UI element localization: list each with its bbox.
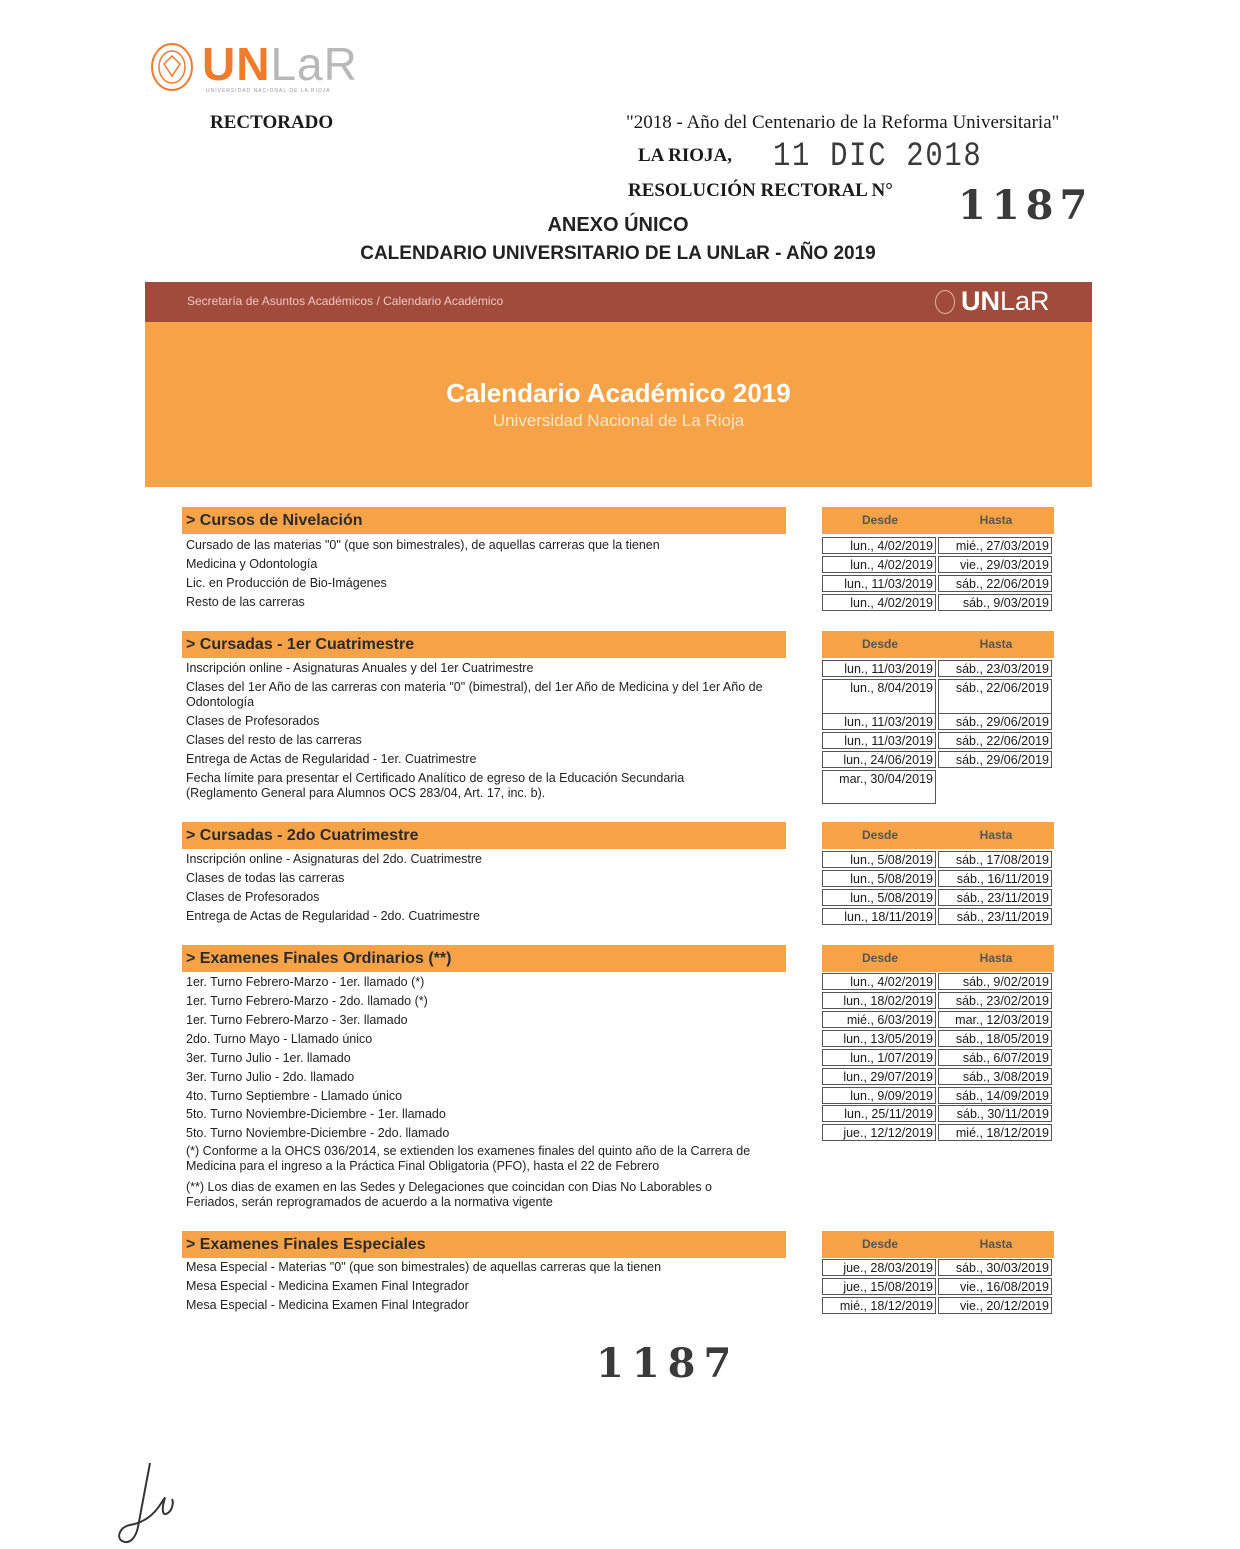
date-from: mié., 18/12/2019: [822, 1297, 936, 1314]
section-cursadas-2do-cuatrimestre: [182, 822, 1054, 928]
date-from: lun., 5/08/2019: [822, 851, 936, 868]
date-to: mié., 27/03/2019: [938, 537, 1052, 554]
date-to: sáb., 18/05/2019: [938, 1030, 1052, 1047]
col-hasta: Hasta: [938, 1231, 1054, 1258]
date-from: mié., 6/03/2019: [822, 1011, 936, 1028]
row-label: Clases de Profesorados: [186, 714, 320, 728]
row-label: 4to. Turno Septiembre - Llamado único: [186, 1089, 403, 1103]
date-from: lun., 1/07/2019: [822, 1049, 936, 1066]
col-hasta: Hasta: [938, 631, 1054, 658]
date-to: vie., 16/08/2019: [938, 1278, 1052, 1295]
row-label: 5to. Turno Noviembre-Diciembre - 1er. llamado: [186, 1107, 446, 1121]
stamped-date: 11 DIC 2018: [773, 138, 983, 176]
row-label: 3er. Turno Julio - 1er. llamado: [186, 1051, 351, 1065]
row-label: Clases del resto de las carreras: [186, 733, 362, 747]
section-examenes-ordinarios: [182, 945, 1054, 1215]
col-hasta: Hasta: [938, 507, 1054, 534]
city-label: LA RIOJA,: [638, 145, 732, 166]
date-to: sáb., 14/09/2019: [938, 1087, 1052, 1104]
banner-subtitle: Universidad Nacional de La Rioja: [492, 411, 745, 430]
row-label: 3er. Turno Julio - 2do. llamado: [186, 1070, 355, 1084]
date-from: lun., 24/06/2019: [822, 751, 936, 768]
row-label: Mesa Especial - Medicina Examen Final Integrador: [186, 1279, 469, 1293]
col-hasta: Hasta: [938, 822, 1054, 849]
date-to: vie., 29/03/2019: [938, 556, 1052, 573]
col-desde: Desde: [822, 1231, 938, 1258]
date-from: mar., 30/04/2019: [822, 770, 936, 804]
date-from: lun., 4/02/2019: [822, 973, 936, 990]
row-label: Clases del 1er Año de las carreras con materia "0" (bimestral), del 1er Año de Medicina y del 1er Año de Odontología: [186, 680, 763, 709]
col-desde: Desde: [822, 507, 938, 534]
section-header: > Cursos de Nivelación: [182, 507, 786, 534]
row-label: Cursado de las materias "0" (que son bimestrales), de aquellas carreras que la tienen: [186, 538, 660, 552]
row-label: 5to. Turno Noviembre-Diciembre - 2do. llamado: [186, 1126, 450, 1140]
unlar-logo: [148, 38, 368, 98]
resolution-label: RESOLUCIÓN RECTORAL N°: [628, 180, 893, 201]
logo-wordmark: UNLaR: [202, 38, 358, 90]
section-cursadas-1er-cuatrimestre: [182, 631, 1054, 807]
date-to: mié., 18/12/2019: [938, 1124, 1052, 1141]
row-label: Clases de Profesorados: [186, 890, 320, 904]
resolution-number: 1187: [958, 182, 1094, 229]
date-to: sáb., 23/03/2019: [938, 660, 1052, 677]
date-to: vie., 20/12/2019: [938, 1297, 1052, 1314]
date-to: sáb., 9/02/2019: [938, 973, 1052, 990]
date-from: lun., 9/09/2019: [822, 1087, 936, 1104]
section-header: > Examenes Finales Especiales: [182, 1231, 786, 1258]
date-to: sáb., 23/11/2019: [938, 889, 1052, 906]
date-to: sáb., 17/08/2019: [938, 851, 1052, 868]
col-desde: Desde: [822, 822, 938, 849]
row-label: Medicina y Odontología: [186, 557, 318, 571]
date-from: jue., 12/12/2019: [822, 1124, 936, 1141]
banner-title: Calendario Académico 2019: [446, 378, 791, 408]
date-to: sáb., 22/06/2019: [938, 679, 1052, 714]
date-to: sáb., 22/06/2019: [938, 732, 1052, 749]
date-from: lun., 8/04/2019: [822, 679, 936, 714]
date-to: sáb., 3/08/2019: [938, 1068, 1052, 1085]
row-label: Inscripción online - Asignaturas del 2do. Cuatrimestre: [186, 852, 482, 866]
row-label: 1er. Turno Febrero-Marzo - 3er. llamado: [186, 1013, 408, 1027]
date-from: lun., 18/02/2019: [822, 992, 936, 1009]
section-header: > Examenes Finales Ordinarios (**): [182, 945, 786, 972]
university-seal-icon: [148, 40, 196, 94]
date-from: lun., 11/03/2019: [822, 713, 936, 730]
date-to: sáb., 30/11/2019: [938, 1105, 1052, 1122]
date-to: sáb., 29/06/2019: [938, 713, 1052, 730]
year-motto: "2018 - Año del Centenario de la Reforma Universitaria": [626, 112, 1060, 133]
date-to: sáb., 9/03/2019: [938, 594, 1052, 611]
row-label: 1er. Turno Febrero-Marzo - 1er. llamado (*): [186, 975, 425, 989]
date-from: lun., 5/08/2019: [822, 870, 936, 887]
date-from: lun., 4/02/2019: [822, 537, 936, 554]
date-to: sáb., 6/07/2019: [938, 1049, 1052, 1066]
date-to: sáb., 29/06/2019: [938, 751, 1052, 768]
row-label: 1er. Turno Febrero-Marzo - 2do. llamado (*): [186, 994, 428, 1008]
breadcrumb: Secretaría de Asuntos Académicos / Calendario Académico: [187, 294, 504, 308]
date-from: lun., 4/02/2019: [822, 556, 936, 573]
date-from: lun., 5/08/2019: [822, 889, 936, 906]
banner-seal-icon: [935, 290, 955, 314]
banner-logo-wordmark: UNLaR: [961, 286, 1050, 316]
date-from: lun., 4/02/2019: [822, 594, 936, 611]
date-from: lun., 11/03/2019: [822, 732, 936, 749]
row-label: 2do. Turno Mayo - Llamado único: [186, 1032, 373, 1046]
section-examenes-especiales: [182, 1231, 1054, 1319]
logo-subtitle: UNIVERSIDAD NACIONAL DE LA RIOJA: [206, 88, 331, 94]
row-label: Entrega de Actas de Regularidad - 1er. Cuatrimestre: [186, 752, 477, 766]
date-from: lun., 11/03/2019: [822, 575, 936, 592]
row-label: Lic. en Producción de Bio-Imágenes: [186, 576, 387, 590]
date-from: lun., 18/11/2019: [822, 908, 936, 925]
col-desde: Desde: [822, 945, 938, 972]
handwritten-signature: [112, 1455, 182, 1549]
date-to: sáb., 16/11/2019: [938, 870, 1052, 887]
section-header: > Cursadas - 1er Cuatrimestre: [182, 631, 786, 658]
col-hasta: Hasta: [938, 945, 1054, 972]
row-label: Entrega de Actas de Regularidad - 2do. Cuatrimestre: [186, 909, 480, 923]
date-to: sáb., 22/06/2019: [938, 575, 1052, 592]
col-desde: Desde: [822, 631, 938, 658]
footnote: (*) Conforme a la OHCS 036/2014, se extienden los examenes finales del quinto año de la Carrera de Medicina para el ingreso a la Práctica Final Obligatoria (PFO), hasta el 22 de Febrero: [186, 1144, 751, 1173]
date-from: jue., 15/08/2019: [822, 1278, 936, 1295]
date-to: mar., 12/03/2019: [938, 1011, 1052, 1028]
date-from: lun., 11/03/2019: [822, 660, 936, 677]
row-label: Clases de todas las carreras: [186, 871, 345, 885]
row-label: Mesa Especial - Medicina Examen Final Integrador: [186, 1298, 469, 1312]
calendar-title: CALENDARIO UNIVERSITARIO DE LA UNLaR - AÑO 2019: [360, 243, 876, 264]
row-label: Mesa Especial - Materias "0" (que son bimestrales) de aquellas carreras que la tienen: [186, 1260, 662, 1274]
date-from: lun., 13/05/2019: [822, 1030, 936, 1047]
date-to: sáb., 30/03/2019: [938, 1259, 1052, 1276]
annex-title: ANEXO ÚNICO: [547, 214, 689, 236]
date-from: lun., 29/07/2019: [822, 1068, 936, 1085]
footnote: (**) Los dias de examen en las Sedes y Delegaciones que coincidan con Dias No Laborables o Feriados, serán reprogramados de acuerdo a la normativa vigente: [186, 1180, 713, 1209]
section-header: > Cursadas - 2do Cuatrimestre: [182, 822, 786, 849]
row-label: Fecha límite para presentar el Certificado Analítico de egreso de la Educación Secundaria (Reglamento General para Alumnos OCS 283/04, Art. 17, inc. b).: [186, 771, 685, 800]
section-cursos-nivelacion: [182, 507, 1054, 615]
row-label: Inscripción online - Asignaturas Anuales y del 1er Cuatrimestre: [186, 661, 534, 675]
date-from: jue., 28/03/2019: [822, 1259, 936, 1276]
date-to: sáb., 23/11/2019: [938, 908, 1052, 925]
stamped-resolution-number: 1187: [596, 1340, 740, 1387]
date-from: lun., 25/11/2019: [822, 1105, 936, 1122]
row-label: Resto de las carreras: [186, 595, 305, 609]
rectorado-label: RECTORADO: [210, 112, 334, 133]
date-to: sáb., 23/02/2019: [938, 992, 1052, 1009]
